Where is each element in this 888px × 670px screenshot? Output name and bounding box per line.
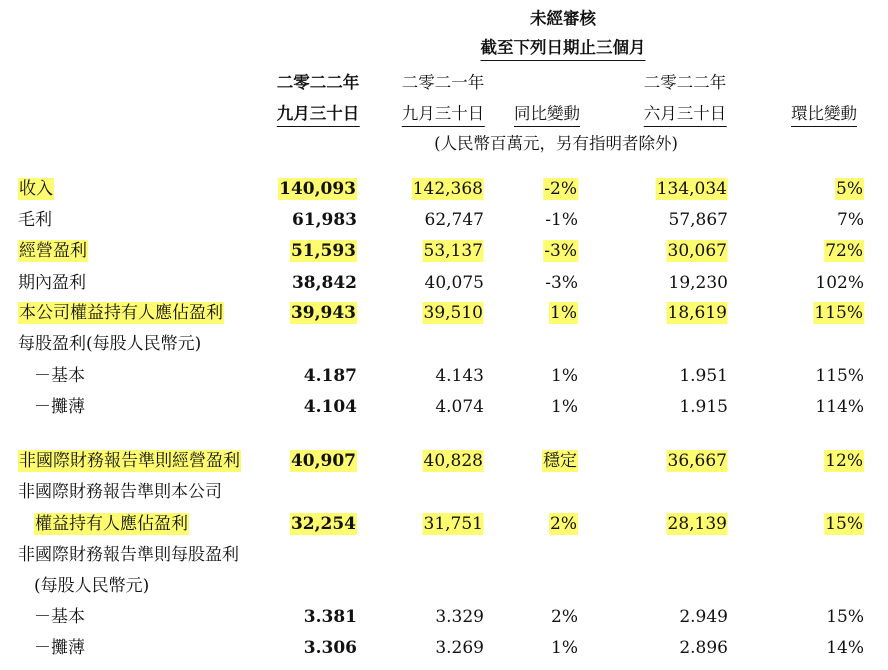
cell-c2: 62,747	[424, 210, 484, 230]
row-label: 非國際財務報告準則每股盈利	[18, 545, 239, 565]
col2-date: 九月三十日	[402, 103, 485, 127]
row-label: 非國際財務報告準則經營盈利	[19, 451, 240, 471]
cell-c4: 1.915	[679, 397, 728, 417]
cell-c3: 2%	[551, 607, 578, 627]
cell-c3: -2%	[544, 179, 577, 199]
cell-c1: 38,842	[291, 273, 357, 293]
row-label: 非國際財務報告準則本公司	[18, 482, 222, 502]
row-label: －攤薄	[34, 397, 85, 417]
cell-c1: 51,593	[290, 241, 356, 261]
cell-c3: 1%	[551, 366, 578, 386]
row-label: 期內盈利	[18, 273, 86, 293]
cell-c2: 40,828	[423, 451, 483, 471]
cell-c3: 1%	[551, 638, 578, 658]
cell-c2: 53,137	[423, 241, 483, 261]
header-unaudited: 未經審核	[530, 9, 596, 28]
cell-c5: 102%	[815, 273, 864, 293]
cell-c2: 31,751	[423, 514, 483, 534]
cell-c4: 36,667	[667, 451, 727, 471]
cell-c4: 134,034	[656, 179, 727, 199]
cell-c3: 2%	[550, 514, 577, 534]
cell-c1: 32,254	[290, 514, 356, 534]
cell-c5: 114%	[815, 397, 864, 417]
cell-c5: 72%	[825, 241, 863, 261]
cell-c1: 40,907	[290, 451, 356, 471]
cell-c1: 61,983	[291, 210, 357, 230]
cell-c5: 115%	[815, 366, 864, 386]
cell-c3: -3%	[544, 241, 577, 261]
cell-c4: 2.949	[679, 607, 728, 627]
cell-c1: 4.104	[303, 397, 357, 417]
row-label: 毛利	[18, 210, 52, 230]
cell-c3: 1%	[550, 303, 577, 323]
row-label: －基本	[34, 607, 85, 627]
col4-date: 六月三十日	[644, 103, 727, 127]
cell-c1: 3.381	[303, 607, 357, 627]
cell-c2: 4.074	[435, 397, 484, 417]
cell-c3: -3%	[545, 273, 578, 293]
col2-year: 二零二一年	[401, 73, 485, 92]
row-label: 每股盈利(每股人民幣元)	[18, 334, 202, 354]
row-label: －基本	[34, 366, 85, 386]
col4-year: 二零二二年	[643, 73, 727, 92]
col3-header: 同比變動	[514, 103, 580, 127]
cell-c4: 18,619	[667, 303, 727, 323]
cell-c4: 28,139	[667, 514, 727, 534]
cell-c3: 穩定	[543, 451, 577, 471]
row-label: 經營盈利	[19, 241, 87, 261]
cell-c2: 39,510	[423, 303, 483, 323]
cell-c4: 57,867	[668, 210, 728, 230]
col1-date: 九月三十日	[277, 103, 360, 127]
cell-c1: 3.306	[303, 638, 357, 658]
cell-c5: 12%	[825, 451, 863, 471]
row-label: 收入	[19, 179, 53, 199]
cell-c4: 30,067	[667, 241, 727, 261]
cell-c5: 14%	[826, 638, 864, 658]
cell-c2: 3.269	[435, 638, 484, 658]
cell-c5: 115%	[814, 303, 863, 323]
row-label: 權益持有人應佔盈利	[35, 514, 188, 534]
cell-c2: 3.329	[435, 607, 484, 627]
cell-c1: 140,093	[279, 179, 356, 199]
cell-c4: 2.896	[679, 638, 728, 658]
row-label: －攤薄	[34, 638, 85, 658]
unit-note: (人民幣百萬元，另有指明者除外)	[434, 134, 678, 153]
cell-c5: 15%	[825, 514, 863, 534]
cell-c5: 5%	[836, 179, 863, 199]
cell-c2: 4.143	[435, 366, 484, 386]
cell-c4: 1.951	[679, 366, 728, 386]
cell-c2: 142,368	[412, 179, 483, 199]
cell-c3: -1%	[545, 210, 578, 230]
row-label: (每股人民幣元)	[34, 576, 150, 596]
cell-c1: 4.187	[303, 366, 357, 386]
header-period: 截至下列日期止三個月	[481, 37, 646, 61]
cell-c3: 1%	[551, 397, 578, 417]
row-label: 本公司權益持有人應佔盈利	[19, 303, 223, 323]
cell-c4: 19,230	[668, 273, 728, 293]
cell-c5: 15%	[826, 607, 864, 627]
col5-header: 環比變動	[791, 103, 857, 127]
col1-year: 二零二二年	[276, 73, 360, 92]
cell-c2: 40,075	[424, 273, 484, 293]
cell-c5: 7%	[837, 210, 864, 230]
cell-c1: 39,943	[290, 303, 356, 323]
